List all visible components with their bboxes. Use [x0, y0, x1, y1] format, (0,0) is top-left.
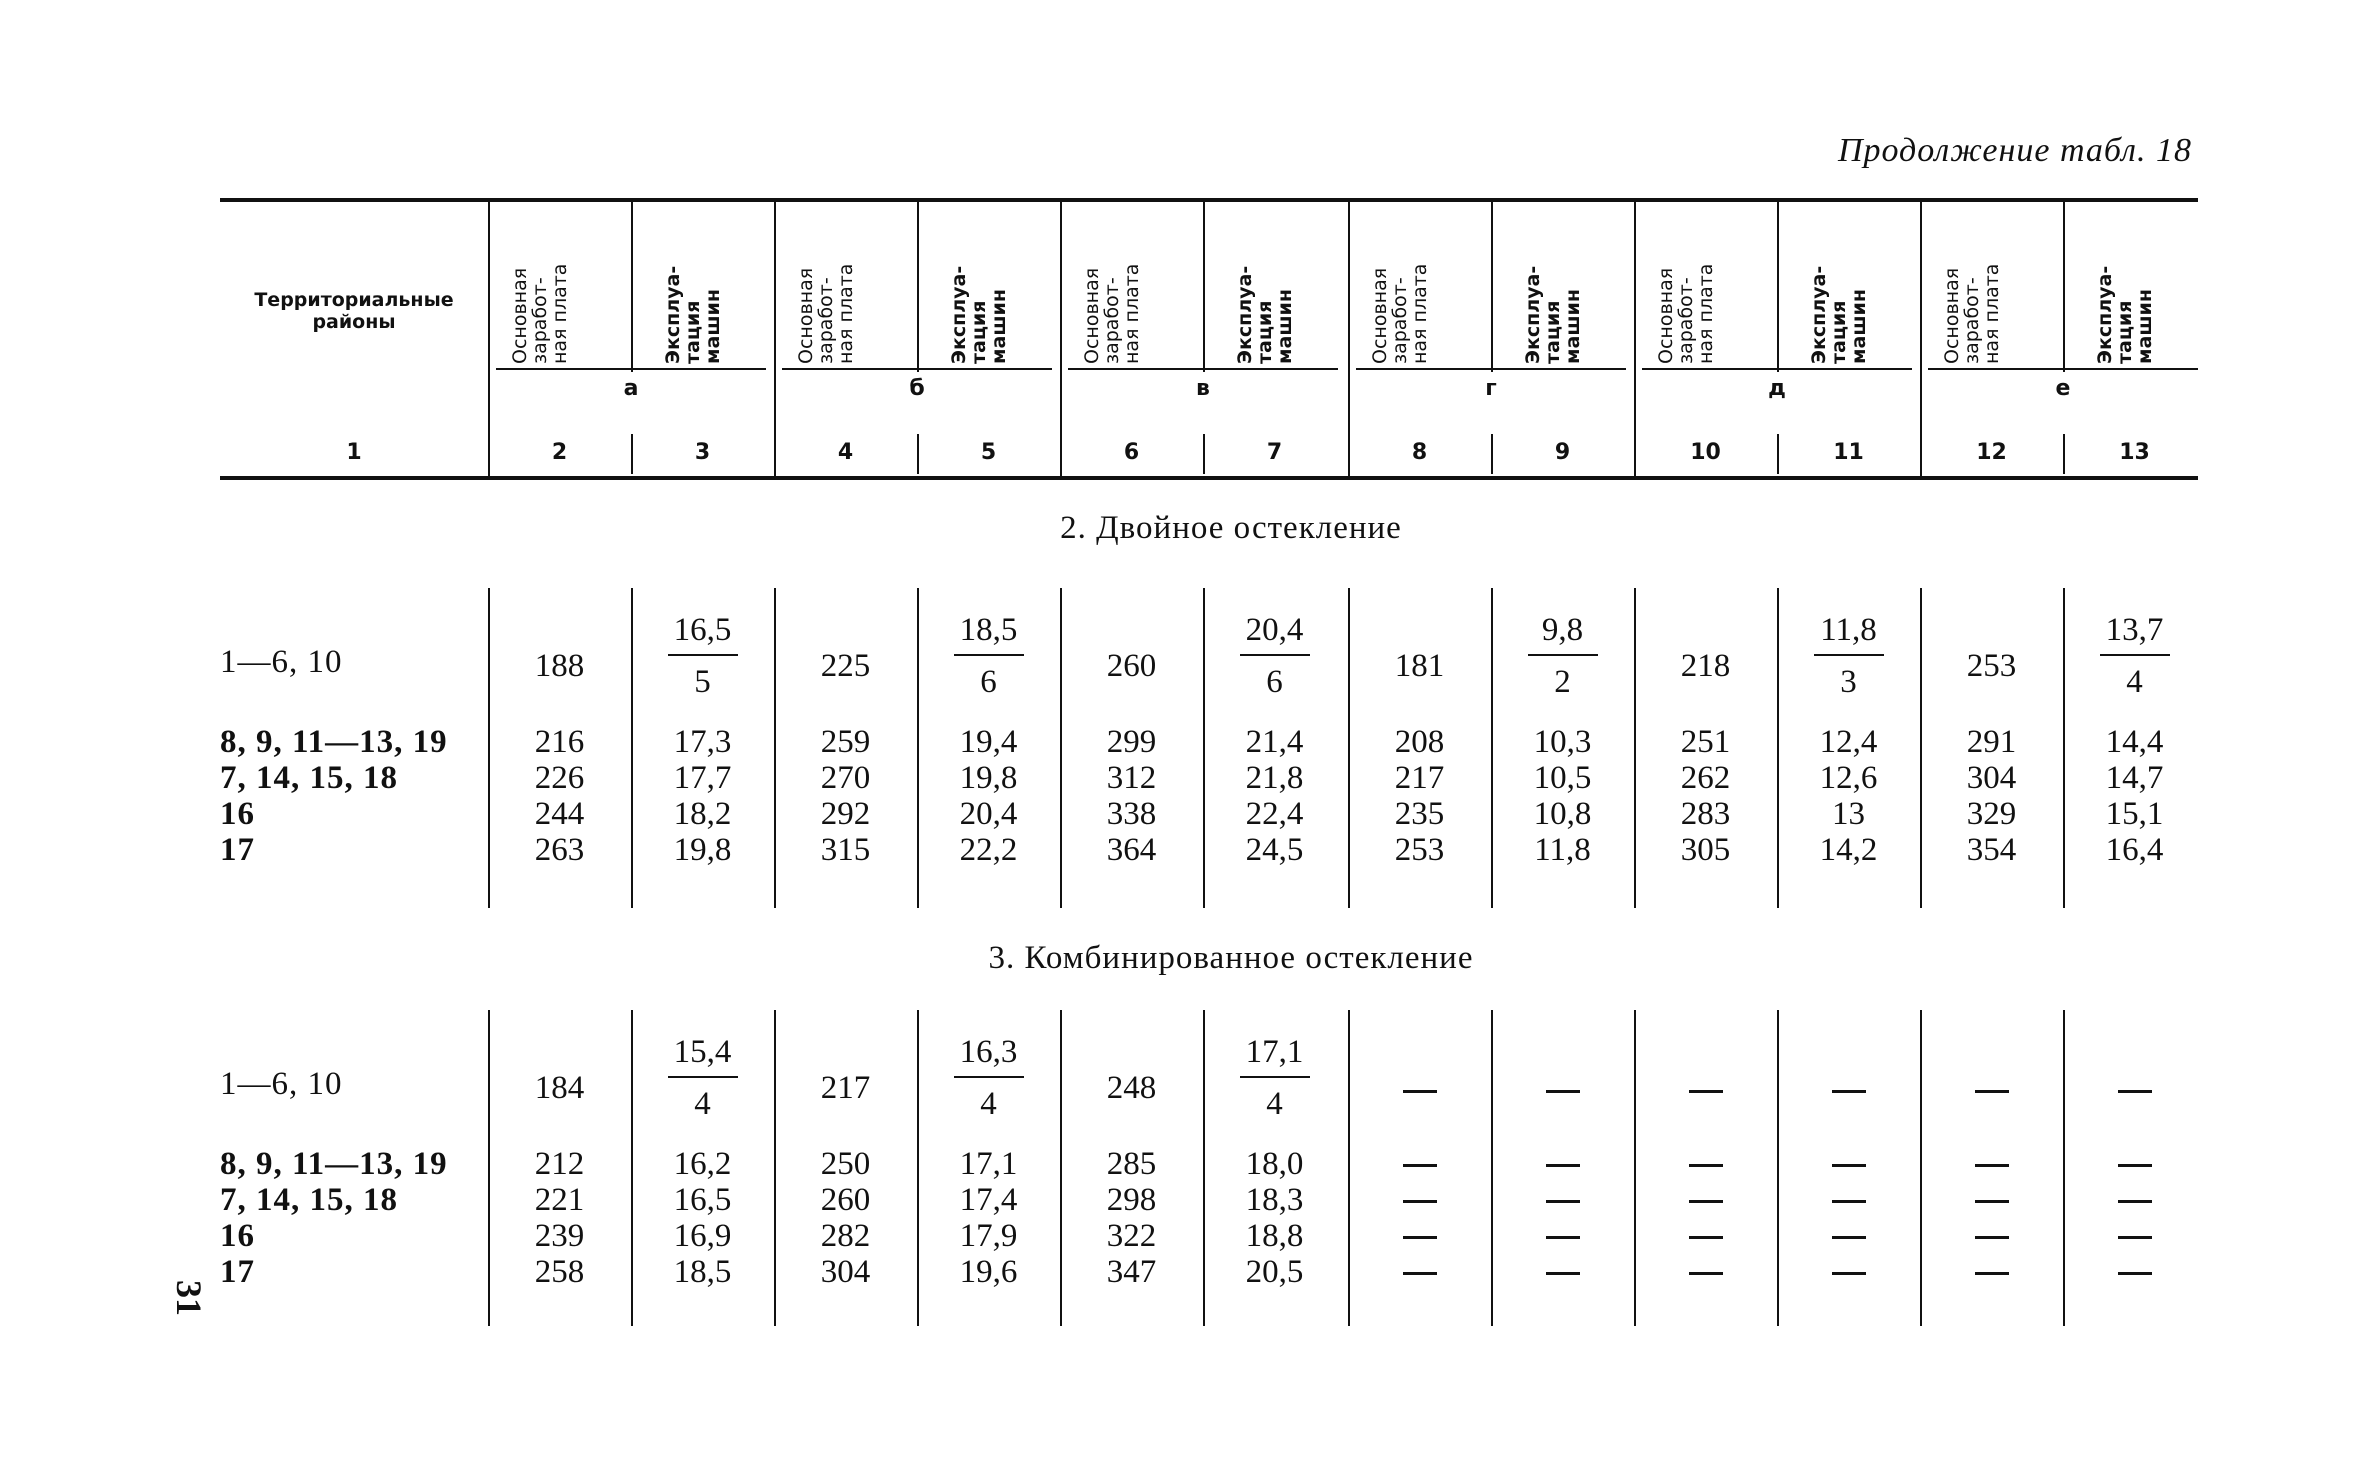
value-cell: 347	[1106, 1254, 1157, 1290]
body-column-divider	[1634, 1010, 1636, 1326]
dash-cell	[1689, 1272, 1723, 1275]
fraction-numerator: 15,4	[673, 1034, 732, 1070]
group-underline	[782, 368, 1052, 370]
value-cell: 19,8	[673, 832, 732, 868]
fraction-bar	[954, 1076, 1024, 1078]
column-heading-wages: Основная заработ- ная плата	[1369, 263, 1431, 364]
value-cell: 292	[820, 796, 871, 832]
fraction-denominator: 4	[1266, 1086, 1283, 1122]
row-label: 17	[220, 1254, 255, 1290]
value-cell: 259	[820, 724, 871, 760]
value-cell: 10,5	[1533, 760, 1592, 796]
fraction-bar	[1814, 654, 1884, 656]
value-cell: 21,8	[1245, 760, 1304, 796]
value-cell: 298	[1106, 1182, 1157, 1218]
value-cell: 14,2	[1819, 832, 1878, 868]
dash-cell	[1403, 1200, 1437, 1203]
row-label: 1—6, 10	[220, 1066, 343, 1102]
value-cell: 226	[534, 760, 585, 796]
fraction-cell	[631, 1032, 774, 1124]
column-heading-machines: Эксплуа- тация машин	[2094, 265, 2156, 364]
value-cell: 17,3	[673, 724, 732, 760]
stub-heading	[220, 198, 488, 423]
value-cell: 20,5	[1245, 1254, 1304, 1290]
row-label: 16	[220, 796, 255, 832]
value-cell: 263	[534, 832, 585, 868]
table-header	[220, 198, 2198, 488]
dash-cell	[1689, 1236, 1723, 1239]
fraction-denominator: 4	[980, 1086, 997, 1122]
value-cell: 15,1	[2105, 796, 2164, 832]
dash-cell	[1403, 1164, 1437, 1167]
value-cell: 208	[1394, 724, 1445, 760]
value-cell: 22,2	[959, 832, 1018, 868]
header-column-divider	[1491, 202, 1493, 372]
section-title-text: 2. Двойное остекление	[1060, 510, 1402, 546]
group-underline	[496, 368, 766, 370]
fraction-denominator: 6	[980, 664, 997, 700]
dash-cell	[1403, 1090, 1437, 1093]
fraction-numerator: 16,5	[673, 612, 732, 648]
page-number: 31	[169, 1280, 209, 1316]
fraction-cell	[917, 610, 1060, 702]
fraction-cell	[2063, 610, 2206, 702]
fraction-cell	[1491, 610, 1634, 702]
fraction-cell	[1777, 610, 1920, 702]
fraction-denominator: 4	[2126, 664, 2143, 700]
value-cell: 217	[820, 1070, 871, 1106]
body-column-divider	[2063, 1010, 2065, 1326]
column-heading-machines: Эксплуа- тация машин	[1808, 265, 1870, 364]
dash-cell	[2118, 1200, 2152, 1203]
dash-cell	[1975, 1200, 2009, 1203]
value-cell: 322	[1106, 1218, 1157, 1254]
value-cell: 188	[534, 648, 585, 684]
value-cell: 212	[534, 1146, 585, 1182]
value-cell: 17,4	[959, 1182, 1018, 1218]
value-cell: 270	[820, 760, 871, 796]
value-cell: 181	[1394, 648, 1445, 684]
value-cell: 18,2	[673, 796, 732, 832]
dash-cell	[1546, 1090, 1580, 1093]
dash-cell	[1689, 1200, 1723, 1203]
body-column-divider	[1920, 1010, 1922, 1326]
dash-cell	[1975, 1164, 2009, 1167]
group-letter-1: а	[623, 376, 639, 401]
fraction-cell	[1203, 610, 1346, 702]
value-cell: 16,9	[673, 1218, 732, 1254]
value-cell: 10,8	[1533, 796, 1592, 832]
value-cell: 16,2	[673, 1146, 732, 1182]
column-heading-wages: Основная заработ- ная плата	[1081, 263, 1143, 364]
value-cell: 16,5	[673, 1182, 732, 1218]
dash-cell	[1975, 1272, 2009, 1275]
dash-cell	[2118, 1090, 2152, 1093]
value-cell: 18,5	[673, 1254, 732, 1290]
fraction-bar	[954, 654, 1024, 656]
fraction-bar	[2100, 654, 2170, 656]
column-number: 7	[1266, 440, 1283, 465]
value-cell: 14,4	[2105, 724, 2164, 760]
value-cell: 20,4	[959, 796, 1018, 832]
dash-cell	[1832, 1272, 1866, 1275]
value-cell: 250	[820, 1146, 871, 1182]
column-number: 11	[1833, 440, 1864, 465]
value-cell: 299	[1106, 724, 1157, 760]
column-heading-machines: Эксплуа- тация машин	[662, 265, 724, 364]
row-label: 8, 9, 11—13, 19	[220, 1146, 448, 1182]
fraction-denominator: 2	[1554, 664, 1571, 700]
value-cell: 13	[1832, 796, 1865, 832]
header-column-divider	[2063, 202, 2065, 372]
value-cell: 285	[1106, 1146, 1157, 1182]
value-cell: 315	[820, 832, 871, 868]
value-cell: 19,4	[959, 724, 1018, 760]
value-cell: 22,4	[1245, 796, 1304, 832]
stub-heading-text: Территориальные районы	[254, 288, 454, 333]
value-cell: 18,3	[1245, 1182, 1304, 1218]
value-cell: 251	[1680, 724, 1731, 760]
fraction-bar	[1528, 654, 1598, 656]
header-column-divider	[631, 202, 633, 372]
group-letter-5: д	[1768, 376, 1786, 401]
value-cell: 329	[1966, 796, 2017, 832]
fraction-bar	[1240, 1076, 1310, 1078]
value-cell: 24,5	[1245, 832, 1304, 868]
dash-cell	[1689, 1164, 1723, 1167]
fraction-numerator: 16,3	[959, 1034, 1018, 1070]
header-top-rule	[220, 198, 2198, 202]
header-column-divider	[917, 202, 919, 372]
fraction-numerator: 20,4	[1245, 612, 1304, 648]
group-underline	[1356, 368, 1626, 370]
group-letter-6: е	[2055, 376, 2071, 401]
section-block	[220, 588, 2198, 908]
value-cell: 253	[1394, 832, 1445, 868]
dash-cell	[2118, 1272, 2152, 1275]
dash-cell	[1689, 1090, 1723, 1093]
value-cell: 11,8	[1534, 832, 1591, 868]
fraction-numerator: 11,8	[1820, 612, 1877, 648]
body-column-divider	[1777, 1010, 1779, 1326]
row-label: 17	[220, 832, 255, 868]
dash-cell	[1546, 1200, 1580, 1203]
body-column-divider	[1491, 1010, 1493, 1326]
column-heading-wages: Основная заработ- ная плата	[509, 263, 571, 364]
value-cell: 253	[1966, 648, 2017, 684]
value-cell: 338	[1106, 796, 1157, 832]
column-number: 13	[2119, 440, 2150, 465]
row-label: 16	[220, 1218, 255, 1254]
fraction-denominator: 4	[694, 1086, 711, 1122]
column-number: 1	[346, 440, 362, 465]
column-heading-machines: Эксплуа- тация машин	[1522, 265, 1584, 364]
header-column-divider	[1203, 202, 1205, 372]
value-cell: 221	[534, 1182, 585, 1218]
value-cell: 17,9	[959, 1218, 1018, 1254]
row-label: 7, 14, 15, 18	[220, 1182, 398, 1218]
fraction-denominator: 6	[1266, 664, 1283, 700]
column-heading-wages: Основная заработ- ная плата	[795, 263, 857, 364]
column-heading-machines: Эксплуа- тация машин	[948, 265, 1010, 364]
column-heading-wages: Основная заработ- ная плата	[1655, 263, 1717, 364]
group-underline	[1642, 368, 1912, 370]
dash-cell	[2118, 1236, 2152, 1239]
fraction-numerator: 18,5	[959, 612, 1018, 648]
value-cell: 217	[1394, 760, 1445, 796]
value-cell: 304	[820, 1254, 871, 1290]
value-cell: 216	[534, 724, 585, 760]
group-letter-2: б	[909, 376, 925, 401]
fraction-numerator: 13,7	[2105, 612, 2164, 648]
value-cell: 184	[534, 1070, 585, 1106]
fraction-bar	[668, 654, 738, 656]
dash-cell	[1546, 1236, 1580, 1239]
dash-cell	[1546, 1164, 1580, 1167]
value-cell: 258	[534, 1254, 585, 1290]
fraction-denominator: 5	[694, 664, 711, 700]
section-title	[0, 510, 2362, 547]
value-cell: 262	[1680, 760, 1731, 796]
dash-cell	[1832, 1236, 1866, 1239]
header-bottom-rule	[220, 476, 2198, 480]
value-cell: 282	[820, 1218, 871, 1254]
group-letter-4: г	[1485, 376, 1497, 401]
dash-cell	[2118, 1164, 2152, 1167]
value-cell: 19,8	[959, 760, 1018, 796]
group-underline	[1928, 368, 2198, 370]
section-title-text: 3. Комбинированное остекление	[988, 940, 1474, 976]
dash-cell	[1832, 1200, 1866, 1203]
value-cell: 305	[1680, 832, 1731, 868]
value-cell: 218	[1680, 648, 1731, 684]
column-heading-wages: Основная заработ- ная плата	[1941, 263, 2003, 364]
value-cell: 291	[1966, 724, 2017, 760]
column-number: 12	[1976, 440, 2007, 465]
value-cell: 10,3	[1533, 724, 1592, 760]
value-cell: 12,6	[1819, 760, 1878, 796]
fraction-bar	[668, 1076, 738, 1078]
dash-cell	[1403, 1272, 1437, 1275]
value-cell: 312	[1106, 760, 1157, 796]
column-number: 2	[551, 440, 568, 465]
value-cell: 248	[1106, 1070, 1157, 1106]
value-cell: 239	[534, 1218, 585, 1254]
section-title	[0, 940, 2362, 977]
value-cell: 19,6	[959, 1254, 1018, 1290]
fraction-cell	[917, 1032, 1060, 1124]
value-cell: 283	[1680, 796, 1731, 832]
row-label: 8, 9, 11—13, 19	[220, 724, 448, 760]
value-cell: 225	[820, 648, 871, 684]
column-number: 10	[1690, 440, 1721, 465]
body-column-divider	[1348, 1010, 1350, 1326]
dash-cell	[1546, 1272, 1580, 1275]
value-cell: 364	[1106, 832, 1157, 868]
value-cell: 14,7	[2105, 760, 2164, 796]
fraction-cell	[1203, 1032, 1346, 1124]
column-heading-machines: Эксплуа- тация машин	[1234, 265, 1296, 364]
dash-cell	[1975, 1090, 2009, 1093]
group-underline	[1068, 368, 1338, 370]
dash-cell	[1975, 1236, 2009, 1239]
table-continuation-caption: Продолжение табл. 18	[1837, 132, 2192, 169]
fraction-bar	[1240, 654, 1310, 656]
value-cell: 260	[1106, 648, 1157, 684]
row-label: 7, 14, 15, 18	[220, 760, 398, 796]
dash-cell	[1832, 1090, 1866, 1093]
value-cell: 17,1	[959, 1146, 1018, 1182]
fraction-cell	[631, 610, 774, 702]
section-block	[220, 1010, 2198, 1330]
value-cell: 304	[1966, 760, 2017, 796]
fraction-numerator: 9,8	[1541, 612, 1584, 648]
value-cell: 244	[534, 796, 585, 832]
value-cell: 12,4	[1819, 724, 1878, 760]
header-column-divider	[1777, 202, 1779, 372]
dash-cell	[1403, 1236, 1437, 1239]
value-cell: 16,4	[2105, 832, 2164, 868]
column-number: 9	[1554, 440, 1571, 465]
group-letter-3: в	[1196, 376, 1210, 401]
value-cell: 18,8	[1245, 1218, 1304, 1254]
fraction-numerator: 17,1	[1245, 1034, 1304, 1070]
column-number: 5	[980, 440, 997, 465]
column-number: 4	[837, 440, 854, 465]
value-cell: 17,7	[673, 760, 732, 796]
value-cell: 354	[1966, 832, 2017, 868]
fraction-denominator: 3	[1840, 664, 1857, 700]
value-cell: 18,0	[1245, 1146, 1304, 1182]
value-cell: 21,4	[1245, 724, 1304, 760]
row-label: 1—6, 10	[220, 644, 343, 680]
value-cell: 260	[820, 1182, 871, 1218]
column-number: 3	[694, 440, 711, 465]
dash-cell	[1832, 1164, 1866, 1167]
value-cell: 235	[1394, 796, 1445, 832]
column-number: 6	[1123, 440, 1140, 465]
column-number: 8	[1411, 440, 1428, 465]
